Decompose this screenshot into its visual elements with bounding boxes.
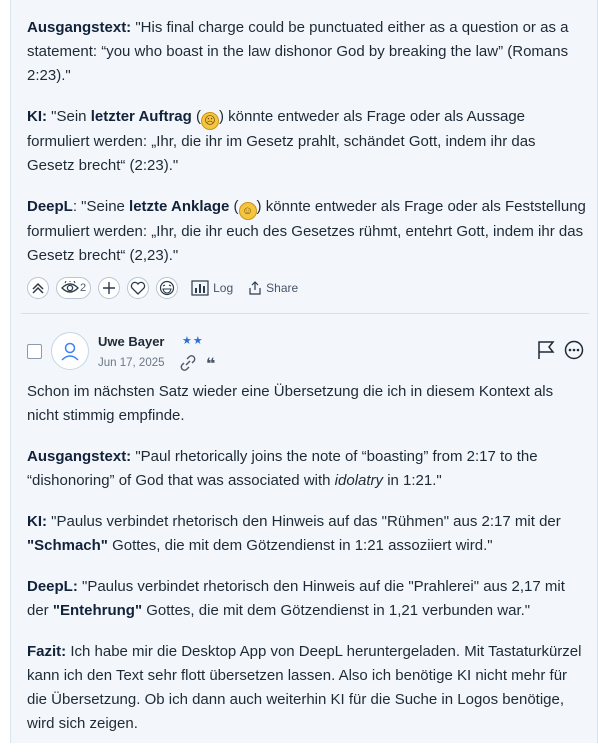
label-source: Ausgangstext:: [27, 448, 132, 465]
share-label: Share: [266, 281, 299, 295]
post-header: [25, 330, 585, 374]
link-icon: [180, 355, 196, 371]
happy-emoji-icon: ☺: [239, 202, 257, 220]
ai-text-post: Gottes, die mit dem Götzendienst in 1:21 assoziiert wird.": [107, 537, 493, 554]
label-conclusion: Fazit:: [27, 643, 67, 660]
more-horizontal-icon: [564, 340, 584, 360]
label-deepl: DeepL: [27, 198, 73, 215]
laugh-face-icon: [159, 280, 175, 296]
ai-text-post: ) könnte entweder als Frage oder als Aussage formuliert werden: „Ihr, die ihr im Gesetz prahlt, schändet Gott, indem ihr das Gesetz brecht“ (2:23).": [27, 108, 536, 174]
more-options-button[interactable]: [564, 340, 584, 364]
ai-paren-open: (: [191, 108, 201, 125]
author-name[interactable]: Uwe Bayer: [98, 334, 165, 349]
post-actions-bar: [27, 277, 305, 299]
permalink-button[interactable]: [180, 355, 196, 375]
paragraph-ai: [27, 105, 587, 178]
quote-icon[interactable]: ❝: [206, 356, 216, 373]
deepl-paren-open: (: [229, 198, 239, 215]
label-deepl: DeepL:: [27, 578, 78, 595]
insightful-count: 2: [80, 282, 87, 294]
ai-text-pre: "Sein: [47, 108, 91, 125]
log-button[interactable]: [191, 277, 233, 299]
deepl-text-pre: "Seine: [77, 198, 130, 215]
paragraph-conclusion: [27, 640, 587, 736]
avatar[interactable]: [51, 332, 89, 370]
label-ai: KI:: [27, 513, 47, 530]
paragraph-deepl: [27, 195, 587, 268]
deepl-bold-word: "Entehrung": [52, 602, 143, 619]
plus-icon: [102, 281, 116, 295]
deepl-text-post: ) könnte entweder als Frage oder als Feststellung formuliert werden: „Ihr, die ihr euch des Gesetzes rühmt, entehrt Gott, indem ihr das Gesetz brecht“ (2,23).": [27, 198, 586, 264]
ai-bold-word: "Schmach": [27, 537, 108, 554]
share-button[interactable]: [248, 277, 298, 299]
heart-icon: [130, 281, 146, 295]
post-body-previous: [27, 16, 587, 285]
post-divider: [21, 313, 589, 314]
label-source: Ausgangstext:: [27, 19, 132, 36]
deepl-text-pre: "Paulus verbindet rhetorisch den Hinweis auf die "Prahlerei" aus 2,17 mit der: [27, 578, 565, 619]
select-post-checkbox[interactable]: [27, 344, 42, 359]
source-text-post: in 1:21.": [383, 472, 442, 489]
laugh-button[interactable]: [156, 277, 178, 299]
deepl-colon: :: [72, 198, 78, 215]
user-icon: [59, 340, 81, 362]
upvote-button[interactable]: [27, 277, 49, 299]
deepl-text-post: Gottes, die mit dem Götzendienst in 1,21 verbunden war.": [142, 602, 531, 619]
add-reaction-button[interactable]: [98, 277, 120, 299]
eye-icon: [61, 281, 79, 295]
share-icon: [248, 281, 262, 295]
label-ai: KI:: [27, 108, 47, 125]
source-italic-word: idolatry: [334, 472, 384, 489]
post-date: Jun 17, 2025: [98, 357, 165, 369]
sad-emoji-icon: ☹: [201, 112, 219, 130]
source-text-pre: "Paul rhetorically joins the note of “boasting” from 2:17 to the “dishonoring” of God that was associated with: [27, 448, 538, 489]
post-body: [27, 380, 587, 753]
conclusion-text: Ich habe mir die Desktop App von DeepL heruntergeladen. Mit Tastaturkürzel kann ich den Text sehr flott übersetzen lassen. Also ich benötige KI nicht mehr für die Übersetzung. Ob ich dann auch weiterhin KI für die Suche in Logos benötige, wird sich zeigen.: [27, 643, 582, 732]
double-chevron-up-icon: [30, 280, 46, 296]
paragraph-deepl: [27, 575, 587, 623]
bar-chart-icon: [191, 280, 209, 296]
paragraph-ai: [27, 510, 587, 558]
rank-stars: ★★: [182, 335, 204, 347]
ai-text-pre: "Paulus verbindet rhetorisch den Hinweis auf das "Rühmen" aus 2:17 mit der: [47, 513, 561, 530]
ai-bold-phrase: letzter Auftrag: [90, 108, 192, 125]
log-label: Log: [213, 281, 234, 295]
forum-thread: [10, 0, 598, 743]
source-quote: "His final charge could be punctuated either as a question or as a statement: “you who boast in the law dishonor God by breaking the law” (Romans 2:23).": [27, 19, 569, 84]
paragraph-source-text: [27, 445, 587, 493]
paragraph-intro: Schon im nächsten Satz wieder eine Übersetzung die ich in diesem Kontext als nicht stimmig empfinde.: [27, 383, 554, 424]
report-button[interactable]: [537, 340, 555, 364]
insightful-button[interactable]: [56, 277, 91, 299]
paragraph-source-text: [27, 16, 587, 88]
flag-icon: [537, 340, 555, 360]
deepl-bold-phrase: letzte Anklage: [129, 198, 230, 215]
like-button[interactable]: [127, 277, 149, 299]
